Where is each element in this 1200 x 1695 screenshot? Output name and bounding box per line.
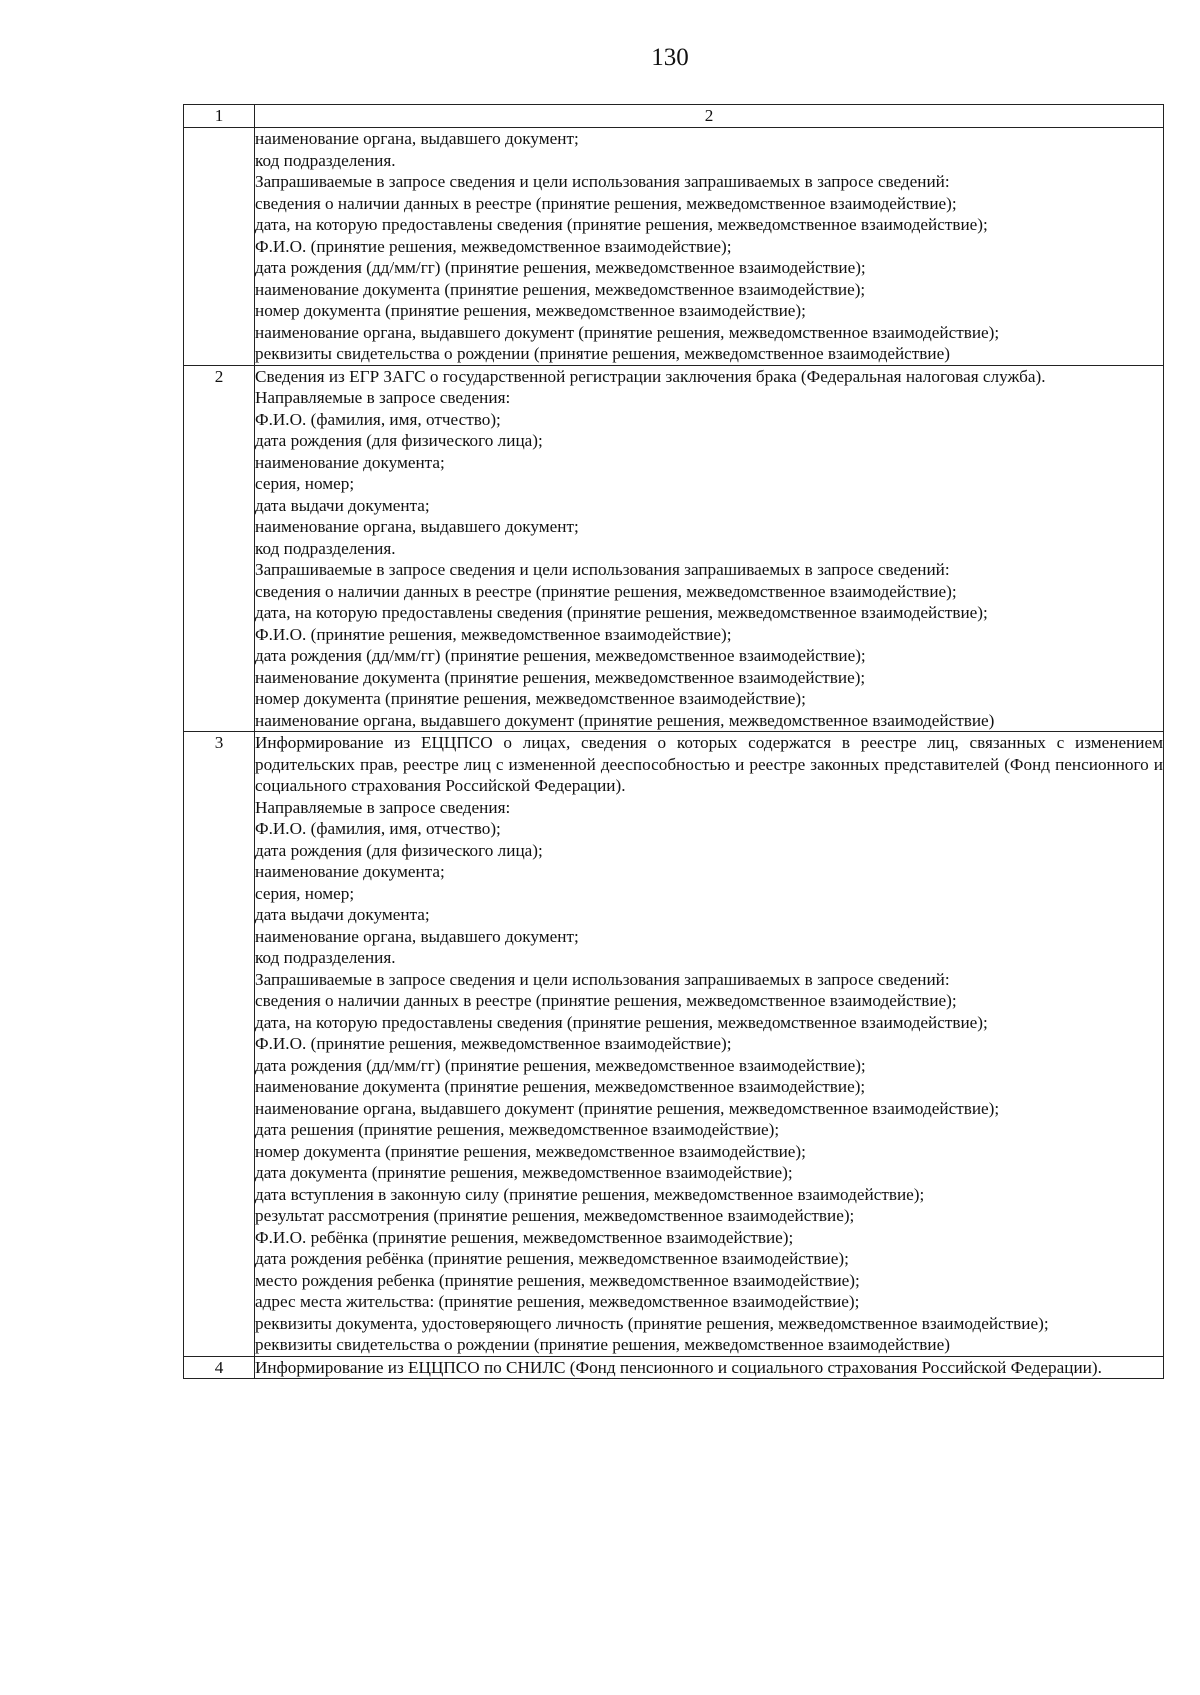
table-row (184, 365, 1164, 732)
row-number-cell (184, 128, 255, 366)
row-number-cell: 4 (184, 1356, 255, 1379)
row-line: сведения о наличии данных в реестре (принятие решения, межведомственное взаимодействие); (255, 991, 957, 1010)
row-line: дата вступления в законную силу (принятие решения, межведомственное взаимодействие); (255, 1184, 925, 1204)
row-line: дата рождения ребёнка (принятие решения, межведомственное взаимодействие); (255, 1249, 849, 1268)
row-line: наименование органа, выдавшего документ; (255, 926, 579, 946)
row-content-cell (255, 732, 1164, 1357)
row-line: серия, номер; (255, 883, 355, 903)
row-content-cell (255, 365, 1164, 732)
row-line: наименование документа; (255, 452, 445, 472)
row-line: дата, на которую предоставлены сведения (принятие решения, межведомственное взаимодействие); (255, 603, 988, 622)
row-line: Ф.И.О. (принятие решения, межведомственное взаимодействие); (255, 236, 732, 256)
row-line: результат рассмотрения (принятие решения, межведомственное взаимодействие); (255, 1206, 855, 1225)
row-line: реквизиты свидетельства о рождении (принятие решения, межведомственное взаимодействие) (255, 1335, 950, 1354)
row-line: дата рождения (дд/мм/гг) (принятие решения, межведомственное взаимодействие); (255, 258, 866, 277)
row-title: Информирование из ЕЦЦПСО о лицах, сведения о которых содержатся в реестре лиц, связанных с изменением родительских прав, реестре лиц с измененной дееспособностью и реестре законных представителей (Фонд пенсионного и социального страхования Российской Федерации). (255, 733, 1163, 795)
row-line: наименование документа (принятие решения, межведомственное взаимодействие); (255, 1077, 866, 1096)
table-row (184, 1356, 1164, 1379)
row-line: наименование органа, выдавшего документ (принятие решения, межведомственное взаимодействие); (255, 322, 1000, 342)
row-line: Направляемые в запросе сведения: (255, 797, 511, 817)
row-line: место рождения ребенка (принятие решения, межведомственное взаимодействие); (255, 1270, 860, 1290)
row-line: Запрашиваемые в запросе сведения и цели использования запрашиваемых в запросе сведений: (255, 172, 950, 191)
document-table (183, 104, 1164, 1379)
row-title: Информирование из ЕЦЦПСО по СНИЛС (Фонд пенсионного и социального страхования Российской Федерации). (255, 1357, 1102, 1377)
table-row (184, 732, 1164, 1357)
page-number: 130 (651, 44, 689, 71)
row-line: номер документа (принятие решения, межведомственное взаимодействие); (255, 689, 806, 708)
row-line: Направляемые в запросе сведения: (255, 388, 511, 407)
row-line: Запрашиваемые в запросе сведения и цели использования запрашиваемых в запросе сведений: (255, 969, 950, 989)
row-line: реквизиты документа, удостоверяющего личность (принятие решения, межведомственное взаимодействие); (255, 1313, 1049, 1333)
row-line: дата, на которую предоставлены сведения (принятие решения, межведомственное взаимодействие); (255, 215, 988, 234)
row-line: дата, на которую предоставлены сведения (принятие решения, межведомственное взаимодействие); (255, 1012, 988, 1032)
row-line: дата решения (принятие решения, межведомственное взаимодействие); (255, 1120, 780, 1139)
header-col-2: 2 (255, 105, 1164, 128)
table-row (184, 128, 1164, 366)
row-line: сведения о наличии данных в реестре (принятие решения, межведомственное взаимодействие); (255, 193, 957, 213)
row-line: Ф.И.О. ребёнка (принятие решения, межведомственное взаимодействие); (255, 1227, 794, 1247)
row-line: дата рождения (для физического лица); (255, 840, 543, 860)
row-line: наименование органа, выдавшего документ; (255, 517, 579, 536)
row-line: дата рождения (для физического лица); (255, 431, 543, 450)
row-line: код подразделения. (255, 150, 396, 170)
row-content-cell (255, 1356, 1164, 1379)
row-line: код подразделения. (255, 948, 396, 967)
row-line: наименование документа (принятие решения, межведомственное взаимодействие); (255, 667, 866, 687)
row-line: номер документа (принятие решения, межведомственное взаимодействие); (255, 301, 806, 320)
header-col-1: 1 (184, 105, 255, 128)
row-line: Ф.И.О. (фамилия, имя, отчество); (255, 409, 501, 429)
row-line: дата документа (принятие решения, межведомственное взаимодействие); (255, 1163, 793, 1182)
row-line: наименование документа (принятие решения, межведомственное взаимодействие); (255, 279, 866, 299)
row-number-cell: 3 (184, 732, 255, 1357)
row-line: дата рождения (дд/мм/гг) (принятие решения, межведомственное взаимодействие); (255, 646, 866, 665)
table-header-row (184, 105, 1164, 128)
row-line: наименование органа, выдавшего документ (принятие решения, межведомственное взаимодействие) (255, 710, 995, 730)
row-line: дата выдачи документа; (255, 905, 430, 924)
row-line: Ф.И.О. (принятие решения, межведомственное взаимодействие); (255, 624, 732, 644)
row-line: дата рождения (дд/мм/гг) (принятие решения, межведомственное взаимодействие); (255, 1055, 866, 1075)
row-content-cell (255, 128, 1164, 366)
row-line: Ф.И.О. (фамилия, имя, отчество); (255, 819, 501, 838)
row-line: Запрашиваемые в запросе сведения и цели использования запрашиваемых в запросе сведений: (255, 560, 950, 579)
row-title: Сведения из ЕГР ЗАГС о государственной регистрации заключения брака (Федеральная налоговая служба). (255, 366, 1046, 386)
row-line: наименование документа; (255, 862, 445, 881)
row-line: код подразделения. (255, 538, 396, 558)
row-line: Ф.И.О. (принятие решения, межведомственное взаимодействие); (255, 1034, 732, 1053)
row-line: серия, номер; (255, 474, 355, 493)
row-line: сведения о наличии данных в реестре (принятие решения, межведомственное взаимодействие); (255, 581, 957, 601)
row-line: дата выдачи документа; (255, 495, 430, 515)
row-line: наименование органа, выдавшего документ; (255, 129, 579, 148)
row-number-cell: 2 (184, 365, 255, 732)
row-line: номер документа (принятие решения, межведомственное взаимодействие); (255, 1141, 806, 1161)
row-line: наименование органа, выдавшего документ (принятие решения, межведомственное взаимодействие); (255, 1098, 1000, 1118)
row-line: реквизиты свидетельства о рождении (принятие решения, межведомственное взаимодействие) (255, 344, 950, 363)
row-line: адрес места жительства: (принятие решения, межведомственное взаимодействие); (255, 1292, 860, 1311)
